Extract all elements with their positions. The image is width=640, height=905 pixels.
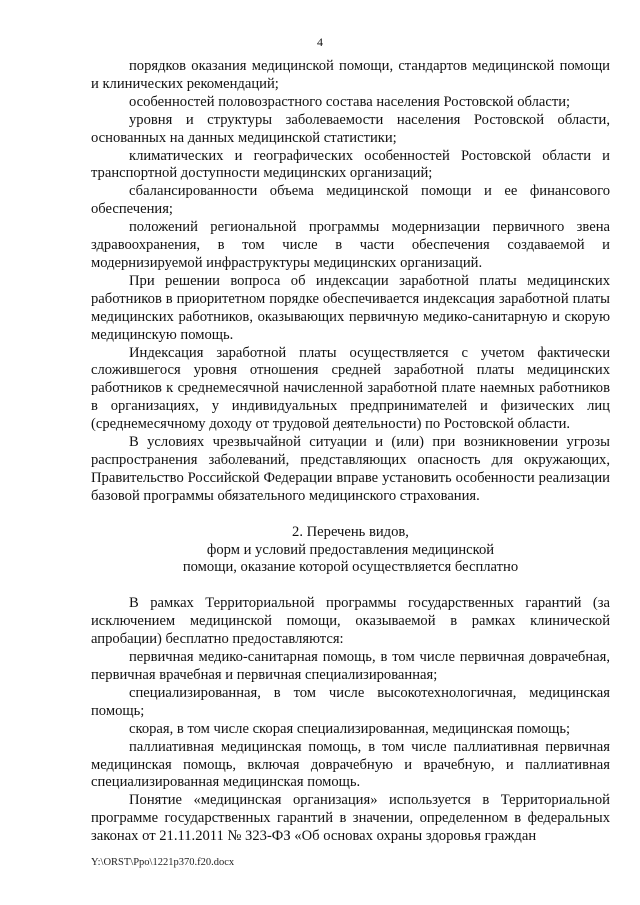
document-body <box>91 58 610 846</box>
paragraph: Понятие «медицинская организация» используется в Территориальной программе государственных гарантий в значении, определенном в федеральных законах от 21.11.2011 № 323-ФЗ «Об основах охраны здоровья граждан <box>91 792 610 845</box>
paragraph: В рамках Территориальной программы государственных гарантий (за исключением медицинской помощи, оказываемой в рамках клинической апробации) бесплатно предоставляются: <box>91 595 610 648</box>
section-heading <box>91 524 610 578</box>
file-path-footer: Y:\ORST\Ppo\1221p370.f20.docx <box>91 857 235 868</box>
section-heading-line: 2. Перечень видов, <box>292 523 409 540</box>
paragraph: В условиях чрезвычайной ситуации и (или) при возникновении угрозы распространения заболеваний, представляющих опасность для окружающих, Правительство Российской Федерации вправе установить особенности реализации базовой программы обязательного медицинского страхования. <box>91 434 610 504</box>
paragraph: паллиативная медицинская помощь, в том числе паллиативная первичная медицинская помощь, включая доврачебную и врачебную, и паллиативная специализированная медицинская помощь. <box>91 738 610 791</box>
paragraph: особенностей половозрастного состава населения Ростовской области; <box>129 93 571 110</box>
page-number: 4 <box>317 35 323 49</box>
paragraph: порядков оказания медицинской помощи, стандартов медицинской помощи и клинических рекомендаций; <box>91 58 610 92</box>
paragraph: уровня и структуры заболеваемости населения Ростовской области, основанных на данных медицинской статистики; <box>91 111 610 146</box>
paragraph: климатических и географических особенностей Ростовской области и транспортной доступности медицинских организаций; <box>91 147 610 182</box>
paragraph: специализированная, в том числе высокотехнологичная, медицинская помощь; <box>91 684 610 719</box>
section-heading-line: форм и условий предоставления медицинской <box>206 541 495 558</box>
paragraph: Индексация заработной платы осуществляется с учетом фактически сложившегося уровня отношения средней заработной платы медицинских работников к среднемесячной начисленной заработной плате наемных работников в организациях, у индивидуальных предпринимателей и физических лиц (среднемесячному доходу от трудовой деятельности) по Ростовской области. <box>91 344 610 433</box>
paragraph: сбалансированности объема медицинской помощи и ее финансового обеспечения; <box>91 183 610 218</box>
paragraph: первичная медико-санитарная помощь, в том числе первичная доврачебная, первичная врачебная и первичная специализированная; <box>91 649 610 683</box>
paragraph: скорая, в том числе скорая специализированная, медицинская помощь; <box>129 720 571 737</box>
paragraph: При решении вопроса об индексации заработной платы медицинских работников в приоритетном порядке обеспечивается индексация заработной платы медицинских работников, оказывающих первичную медико-санитарную и скорую медицинскую помощь. <box>91 272 610 343</box>
section-heading-line: помощи, оказание которой осуществляется бесплатно <box>182 559 519 576</box>
paragraph: положений региональной программы модернизации первичного звена здравоохранения, в том числе в части обеспечения создаваемой и модернизируемой инфраструктуры медицинских организаций. <box>91 219 610 271</box>
